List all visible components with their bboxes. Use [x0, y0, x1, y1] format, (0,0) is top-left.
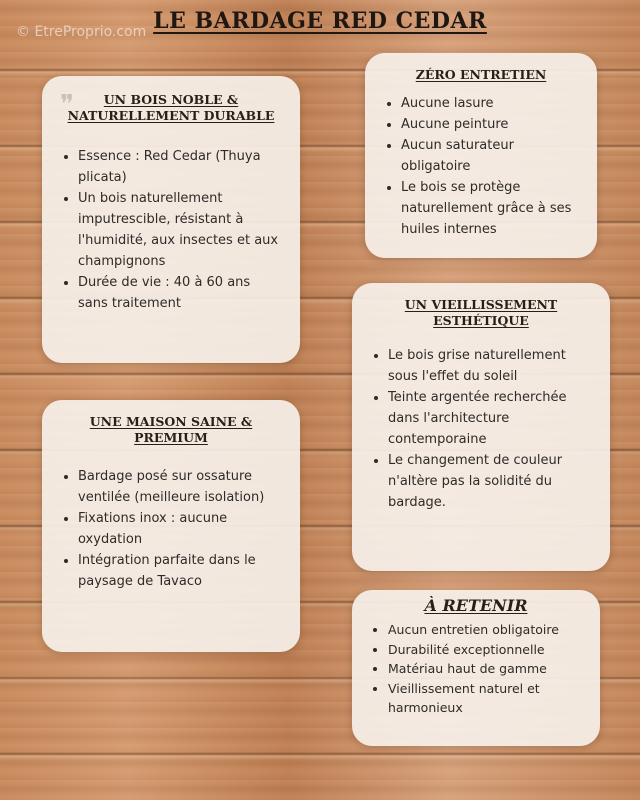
card-maison-saine	[42, 400, 300, 652]
card-vieillissement	[352, 283, 610, 571]
list-item: • Durabilité exceptionnelle	[388, 640, 580, 660]
card-title: UN BOIS NOBLE & NATURELLEMENT DURABLE	[67, 92, 275, 123]
list-item: • Le bois grise naturellement sous l'effet du soleil	[388, 345, 590, 387]
list-item: • Teinte argentée recherchée dans l'architecture contemporaine	[388, 387, 590, 450]
list-item: • Intégration parfaite dans le paysage de Tavaco	[78, 550, 280, 592]
bullet-list	[62, 466, 280, 592]
watermark: © EtreProprio.com	[16, 24, 147, 40]
list-item: • Aucune lasure	[401, 93, 577, 114]
list-item: • Durée de vie : 40 à 60 ans sans traitement	[78, 272, 280, 314]
list-item: • Matériau haut de gamme	[388, 659, 580, 679]
card-title: UN VIEILLISSEMENT ESTHÉTIQUE	[404, 297, 558, 328]
list-item: • Un bois naturellement imputrescible, résistant à l'humidité, aux insectes et aux champignons	[78, 188, 280, 272]
card-title: ZÉRO ENTRETIEN	[415, 67, 547, 82]
bullet-list	[62, 146, 280, 314]
list-item: • Fixations inox : aucune oxydation	[78, 508, 280, 550]
bullet-list	[385, 93, 577, 240]
card-zero-entretien	[365, 53, 597, 258]
card-bois-noble	[42, 76, 300, 363]
card-title: UNE MAISON SAINE & PREMIUM	[89, 414, 253, 445]
list-item: • Le changement de couleur n'altère pas la solidité du bardage.	[388, 450, 590, 513]
bullet-list	[372, 620, 580, 718]
list-item: • Aucun entretien obligatoire	[388, 620, 580, 640]
list-item: • Vieillissement naturel et harmonieux	[388, 679, 580, 718]
bullet-list	[372, 345, 590, 513]
card-a-retenir	[352, 590, 600, 746]
quote-icon: ❞	[60, 90, 74, 120]
list-item: • Bardage posé sur ossature ventilée (meilleure isolation)	[78, 466, 280, 508]
list-item: • Aucun saturateur obligatoire	[401, 135, 577, 177]
page-title: LE BARDAGE RED CEDAR	[153, 8, 487, 34]
list-item: • Aucune peinture	[401, 114, 577, 135]
list-item: • Essence : Red Cedar (Thuya plicata)	[78, 146, 280, 188]
list-item: • Le bois se protège naturellement grâce à ses huiles internes	[401, 177, 577, 240]
card-title: À RETENIR	[424, 596, 528, 615]
